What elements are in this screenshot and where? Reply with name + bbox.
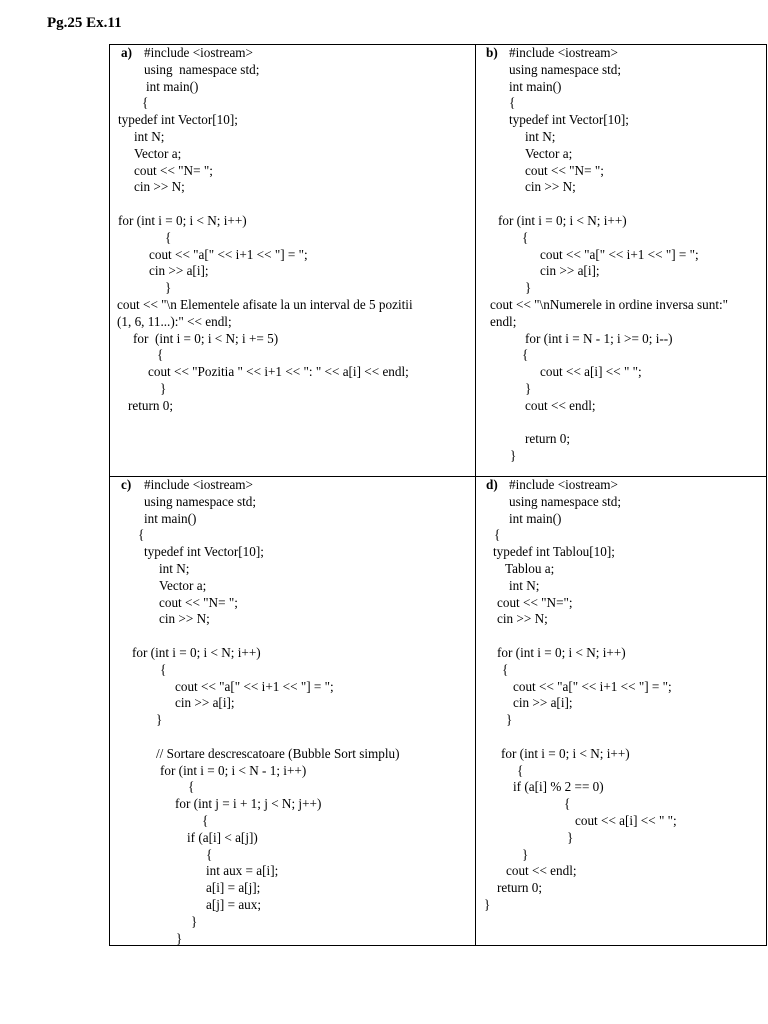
page-heading: Pg.25 Ex.11 [47, 15, 122, 31]
code-line: cout << "a[" << i+1 << "] = "; [175, 678, 334, 694]
code-line: } [176, 930, 183, 945]
code-line: typedef int Tablou[10]; [493, 544, 615, 560]
exercise-table [109, 44, 767, 946]
code-line: typedef int Vector[10]; [144, 544, 264, 560]
code-line: (1, 6, 11...):" << endl; [117, 313, 232, 329]
code-line: cout << "a[" << i+1 << "] = "; [540, 246, 699, 262]
code-line: int N; [525, 129, 556, 144]
code-line: { [522, 347, 529, 363]
code-line: int main() [144, 510, 197, 526]
code-line: } [506, 712, 513, 728]
code-line: a[i] = a[j]; [206, 880, 261, 896]
code-line: cout << endl; [506, 863, 577, 879]
code-line: } [165, 280, 172, 296]
code-line: for (int i = 0; i < N; i++) [132, 645, 261, 660]
code-line: cin >> N; [159, 611, 210, 627]
code-line: cout << "Pozitia " << i+1 << ": " << a[i] << endl; [148, 364, 409, 380]
code-line: using namespace std; [144, 61, 260, 77]
cell-d [476, 477, 766, 945]
cell-label: a) [121, 45, 132, 60]
code-line: cin >> a[i]; [513, 695, 573, 711]
code-line: cout << a[i] << " "; [540, 364, 642, 380]
code-line: if (a[i] % 2 == 0) [513, 779, 604, 795]
code-line: a[j] = aux; [206, 897, 262, 912]
code-line: for (int i = 0; i < N; i++) [118, 213, 247, 228]
code-line: } [510, 448, 517, 464]
code-line: int N; [159, 561, 190, 576]
code-line: // Sortare descrescatoare (Bubble Sort simplu) [156, 745, 400, 761]
code-line: cout << endl; [525, 397, 596, 413]
code-line: { [138, 527, 145, 543]
code-line: int main() [509, 510, 562, 526]
code-line: int N; [134, 129, 165, 144]
code-line: cout << "N= "; [159, 594, 238, 610]
code-line: using namespace std; [144, 493, 257, 509]
code-line: endl; [490, 313, 517, 329]
code-line: Tablou a; [505, 561, 555, 576]
cell-label: c) [121, 477, 132, 492]
code-line: int aux = a[i]; [206, 863, 279, 879]
code-line: { [157, 347, 164, 363]
code-line: cout << "a[" << i+1 << "] = "; [149, 246, 308, 262]
code-line: return 0; [497, 880, 543, 896]
code-line: { [206, 846, 213, 862]
code-line: #include <iostream> [144, 45, 253, 60]
cell-a [110, 45, 475, 476]
code-line: { [509, 95, 516, 111]
code-line: typedef int Vector[10]; [509, 112, 629, 128]
code-line: { [564, 796, 571, 812]
code-line: { [522, 229, 529, 245]
code-line: cin >> N; [525, 179, 576, 195]
cell-label: b) [486, 45, 498, 60]
code-line: } [191, 913, 198, 929]
code-line: typedef int Vector[10]; [118, 112, 238, 128]
code-line: cin >> a[i]; [149, 263, 209, 279]
code-line: { [517, 762, 524, 778]
code-line: cin >> N; [134, 179, 185, 195]
code-line: } [484, 897, 491, 912]
code-line: #include <iostream> [144, 477, 253, 492]
code-line: using namespace std; [509, 493, 622, 509]
code-line: for (int i = 0; i < N - 1; i++) [160, 762, 307, 778]
code-line: Vector a; [134, 145, 182, 161]
code-line: { [142, 95, 149, 111]
code-line: } [525, 381, 532, 396]
code-line: } [522, 846, 529, 862]
code-line: { [188, 779, 195, 795]
code-line: for (int i = 0; i < N; i++) [498, 213, 627, 228]
code-line: #include <iostream> [509, 477, 618, 492]
code-line: for (int i = 0; i < N; i++) [501, 745, 630, 761]
code-line: for (int i = 0; i < N; i++) [497, 645, 626, 660]
code-line: } [525, 280, 532, 296]
code-line: } [156, 712, 163, 728]
code-line: return 0; [128, 397, 174, 413]
code-line: using namespace std; [509, 61, 622, 77]
code-line: int N; [509, 577, 540, 593]
code-line: for (int i = N - 1; i >= 0; i--) [525, 330, 673, 346]
code-line: cout << "N= "; [134, 162, 213, 178]
code-line: #include <iostream> [509, 45, 618, 60]
code-line: cin >> N; [497, 611, 548, 627]
code-line: cout << "\n Elementele afisate la un interval de 5 pozitii [117, 297, 413, 312]
code-line: for (int j = i + 1; j < N; j++) [175, 796, 322, 812]
code-line: { [502, 661, 509, 677]
code-line: { [494, 527, 501, 543]
code-line: for (int i = 0; i < N; i += 5) [133, 330, 279, 346]
code-line: return 0; [525, 431, 571, 447]
code-line: cin >> a[i]; [175, 695, 235, 711]
cell-b [476, 45, 766, 476]
code-line: } [567, 829, 574, 845]
cell-c [110, 477, 475, 945]
code-line: cout << "a[" << i+1 << "] = "; [513, 678, 672, 694]
code-line: cout << "N="; [497, 594, 573, 610]
code-line: int main() [509, 78, 562, 94]
code-line: Vector a; [159, 577, 207, 593]
code-line: { [202, 813, 209, 828]
code-line: { [160, 661, 167, 677]
code-line: cin >> a[i]; [540, 263, 600, 279]
code-line: { [165, 229, 172, 245]
cell-label: d) [486, 477, 498, 492]
code-line: } [160, 381, 167, 396]
code-line: Vector a; [525, 145, 573, 161]
code-line: if (a[i] < a[j]) [187, 829, 258, 845]
code-line: cout << "\nNumerele in ordine inversa sunt:" [490, 297, 729, 312]
code-line: cout << a[i] << " "; [575, 813, 677, 828]
code-line: cout << "N= "; [525, 162, 604, 178]
code-line: int main() [146, 78, 199, 94]
